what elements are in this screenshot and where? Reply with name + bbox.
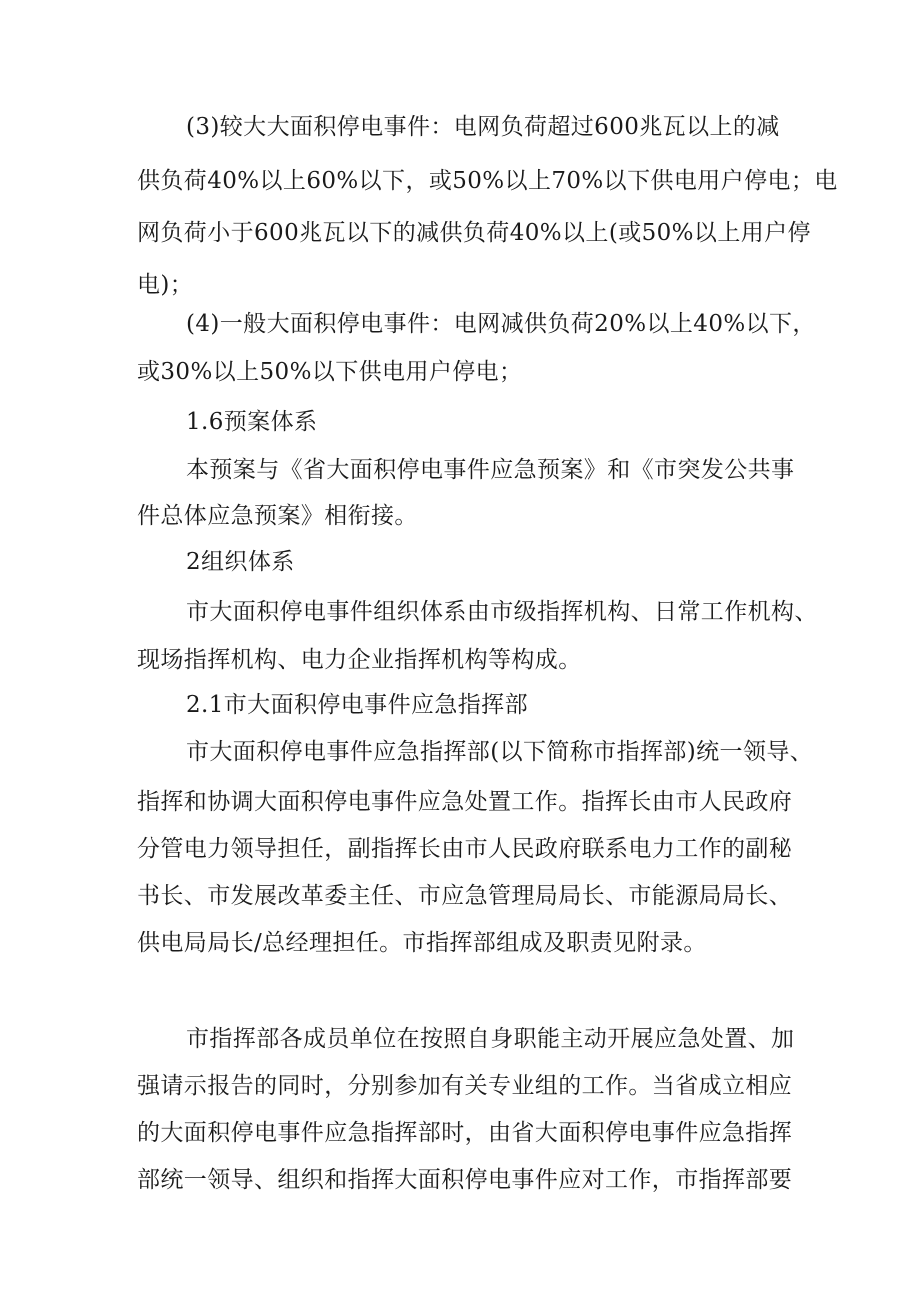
paragraph-line: 强请示报告的同时，分别参加有关专业组的工作。当省成立相应: [137, 1073, 793, 1099]
paragraph-line: 供电局局长/总经理担任。市指挥部组成及职责见附录。: [137, 930, 707, 956]
paragraph-line: 市指挥部各成员单位在按照自身职能主动开展应急处置、加: [186, 1026, 795, 1052]
paragraph-line: 部统一领导、组织和指挥大面积停电事件应对工作，市指挥部要: [137, 1167, 793, 1193]
section-heading: 2.1市大面积停电事件应急指挥部: [186, 692, 528, 718]
paragraph-line: 市大面积停电事件组织体系由市级指挥机构、日常工作机构、: [186, 599, 818, 625]
paragraph-line: 电)；: [137, 272, 194, 298]
paragraph-line: 指挥和协调大面积停电事件应急处置工作。指挥长由市人民政府: [137, 789, 793, 815]
paragraph-line: 现场指挥机构、电力企业指挥机构等构成。: [137, 647, 582, 673]
section-heading: 1.6预案体系: [186, 409, 318, 435]
paragraph-line: 书长、市发展改革委主任、市应急管理局局长、市能源局局长、: [137, 883, 793, 909]
paragraph-line: 本预案与《省大面积停电事件应急预案》和《市突发公共事: [186, 457, 795, 483]
paragraph-line: 件总体应急预案》相衔接。: [137, 503, 418, 529]
paragraph-line: (4)一般大面积停电事件：电网减供负荷20%以上40%以下，: [186, 311, 816, 337]
paragraph-line: 或30%以上50%以下供电用户停电；: [137, 359, 523, 385]
section-heading: 2组织体系: [186, 549, 295, 575]
paragraph-line: 市大面积停电事件应急指挥部(以下简称市指挥部)统一领导、: [186, 739, 814, 765]
paragraph-line: 的大面积停电事件应急指挥部时，由省大面积停电事件应急指挥: [137, 1120, 793, 1146]
paragraph-line: (3)较大大面积停电事件：电网负荷超过600兆瓦以上的减: [186, 114, 780, 140]
paragraph-line: 分管电力领导担任，副指挥长由市人民政府联系电力工作的副秘: [137, 836, 793, 862]
paragraph-line: 网负荷小于600兆瓦以下的减供负荷40%以上(或50%以上用户停: [137, 220, 811, 246]
paragraph-line: 供负荷40%以上60%以下，或50%以上70%以下供电用户停电；电: [137, 168, 838, 194]
